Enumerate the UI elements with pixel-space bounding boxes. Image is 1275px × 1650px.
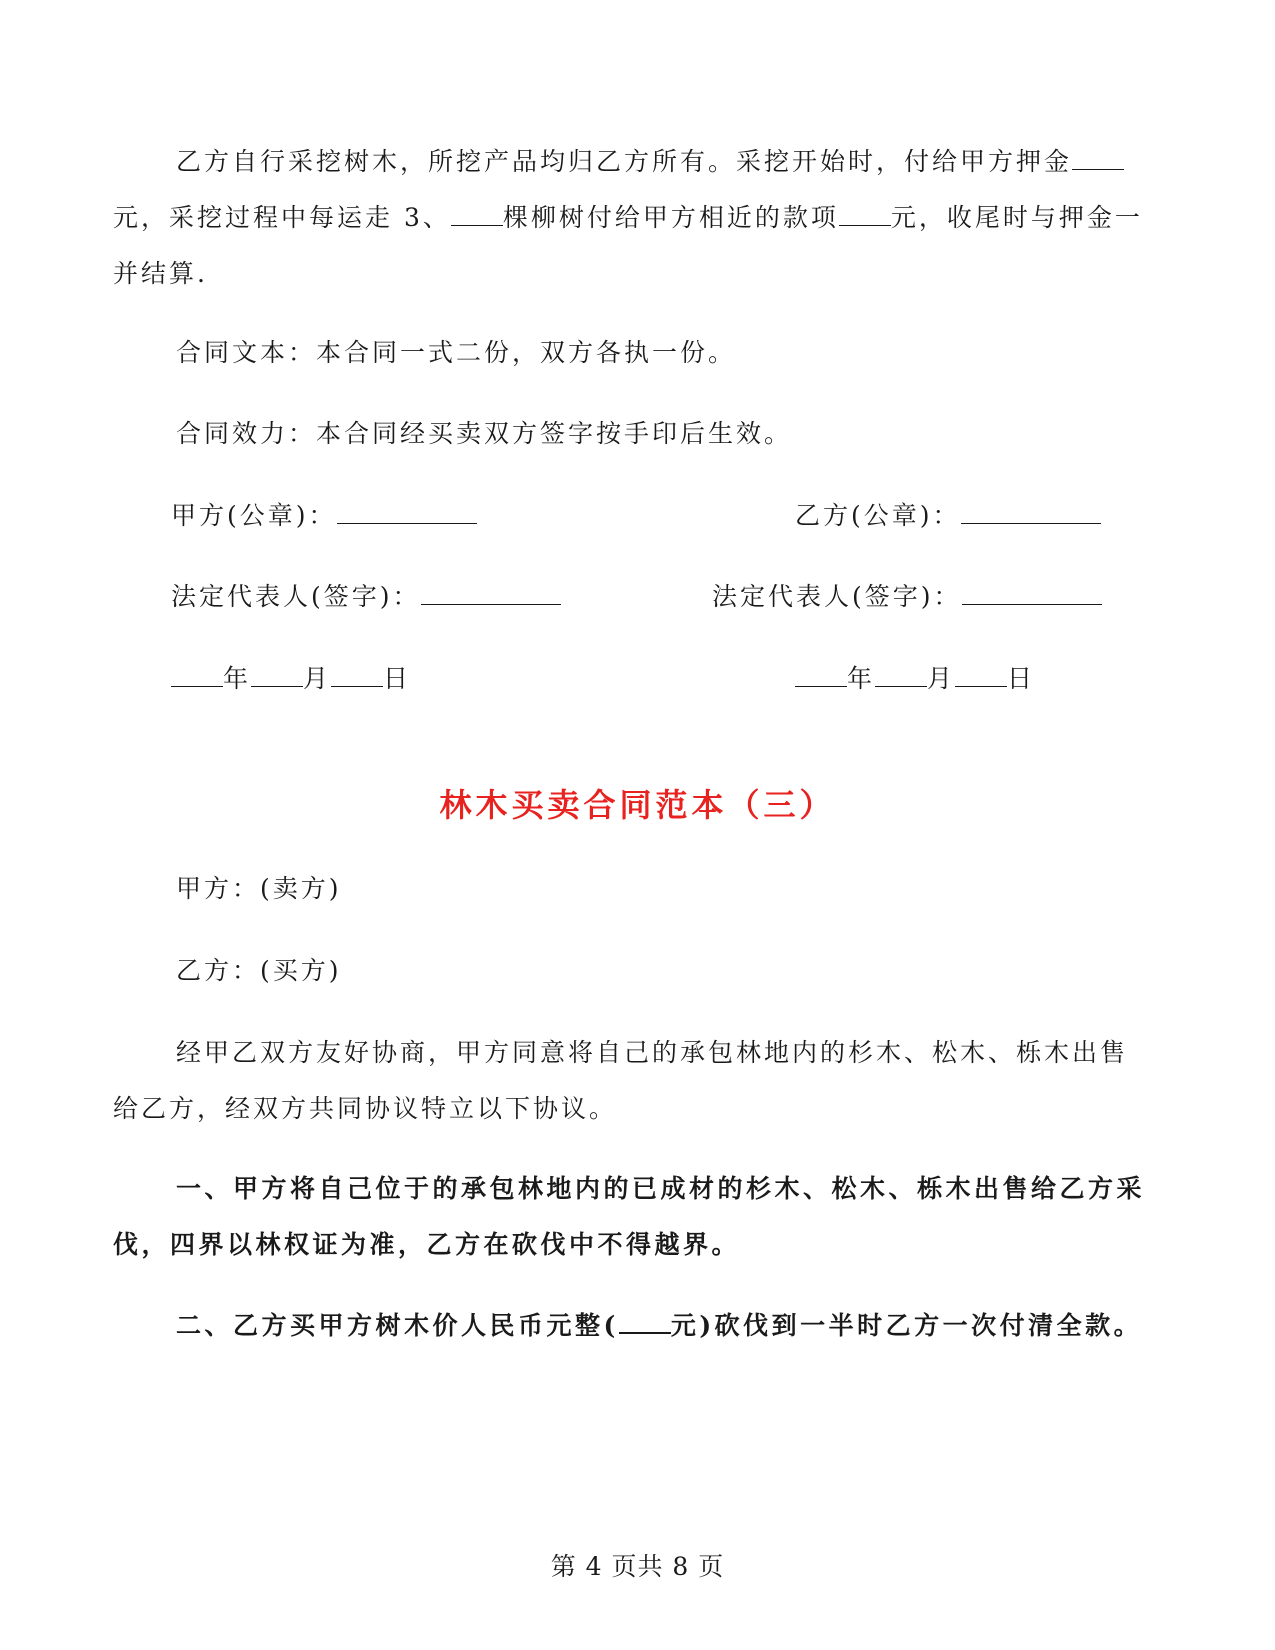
clause-2-text: 元)砍伐到一半时乙方一次付清全款。 <box>670 1311 1143 1340</box>
party-a-date-line <box>171 661 411 697</box>
month-label: 月 <box>927 664 956 693</box>
party-a-seal-label: 甲方(公章)： <box>171 501 337 530</box>
party-b-rep-line <box>712 579 1102 615</box>
clause-1: 一、甲方将自己位于的承包林地内的已成材的杉木、松木、栎木出售给乙方采伐，四界以林权证为准，乙方在砍伐中不得越界。 <box>113 1174 1146 1259</box>
paragraph-intro: 经甲乙双方友好协商，甲方同意将自己的承包林地内的杉木、松木、栎木出售给乙方，经双方共同协议特立以下协议。 <box>113 1038 1129 1123</box>
party-b-seal-label: 乙方(公章)： <box>795 501 961 530</box>
month-blank <box>251 664 303 687</box>
day-blank <box>331 664 383 687</box>
paragraph-text: 元，收尾时与押金一并结算. <box>113 203 1143 288</box>
blank-tree-count <box>451 203 503 226</box>
party-b-rep-label: 法定代表人(签字)： <box>712 582 962 611</box>
day-label: 日 <box>1007 664 1036 693</box>
party-b-date-line <box>795 661 1035 697</box>
party-b-rep-blank <box>962 582 1102 605</box>
paragraph-text: 乙方自行采挖树木，所挖产品均归乙方所有。采挖开始时，付给甲方押金 <box>176 147 1073 176</box>
year-blank <box>795 664 847 687</box>
year-label: 年 <box>847 664 876 693</box>
party-b-line: 乙方：(买方) <box>176 956 342 985</box>
paragraph-contract-copies: 合同文本：本合同一式二份，双方各执一份。 <box>176 338 737 367</box>
party-a-rep-blank <box>421 582 561 605</box>
blank-price <box>619 1310 671 1334</box>
party-b-seal-line <box>795 498 1101 534</box>
blank-payment <box>839 203 891 226</box>
clause-2 <box>113 1298 1155 1354</box>
page-number: 第 4 页共 8 页 <box>550 1552 725 1581</box>
year-label: 年 <box>223 664 252 693</box>
clause-2-text: 二、乙方买甲方树木价人民币元整( <box>176 1311 619 1340</box>
day-blank <box>955 664 1007 687</box>
party-a-line: 甲方：(卖方) <box>176 874 342 903</box>
party-a-seal-line <box>171 498 477 534</box>
blank-deposit <box>1072 147 1124 170</box>
paragraph-extraction-terms <box>113 134 1155 302</box>
section-title: 林木买卖合同范本（三） <box>439 786 836 824</box>
paragraph-contract-effect: 合同效力：本合同经买卖双方签字按手印后生效。 <box>176 419 793 448</box>
paragraph-text: 元，采挖过程中每运走 3、 <box>113 203 451 232</box>
party-a-rep-label: 法定代表人(签字)： <box>171 582 421 611</box>
party-b-seal-blank <box>961 501 1101 524</box>
party-a-seal-blank <box>337 501 477 524</box>
party-a-rep-line <box>171 579 561 615</box>
day-label: 日 <box>383 664 412 693</box>
month-blank <box>875 664 927 687</box>
month-label: 月 <box>303 664 332 693</box>
year-blank <box>171 664 223 687</box>
paragraph-text: 棵柳树付给甲方相近的款项 <box>502 203 839 232</box>
